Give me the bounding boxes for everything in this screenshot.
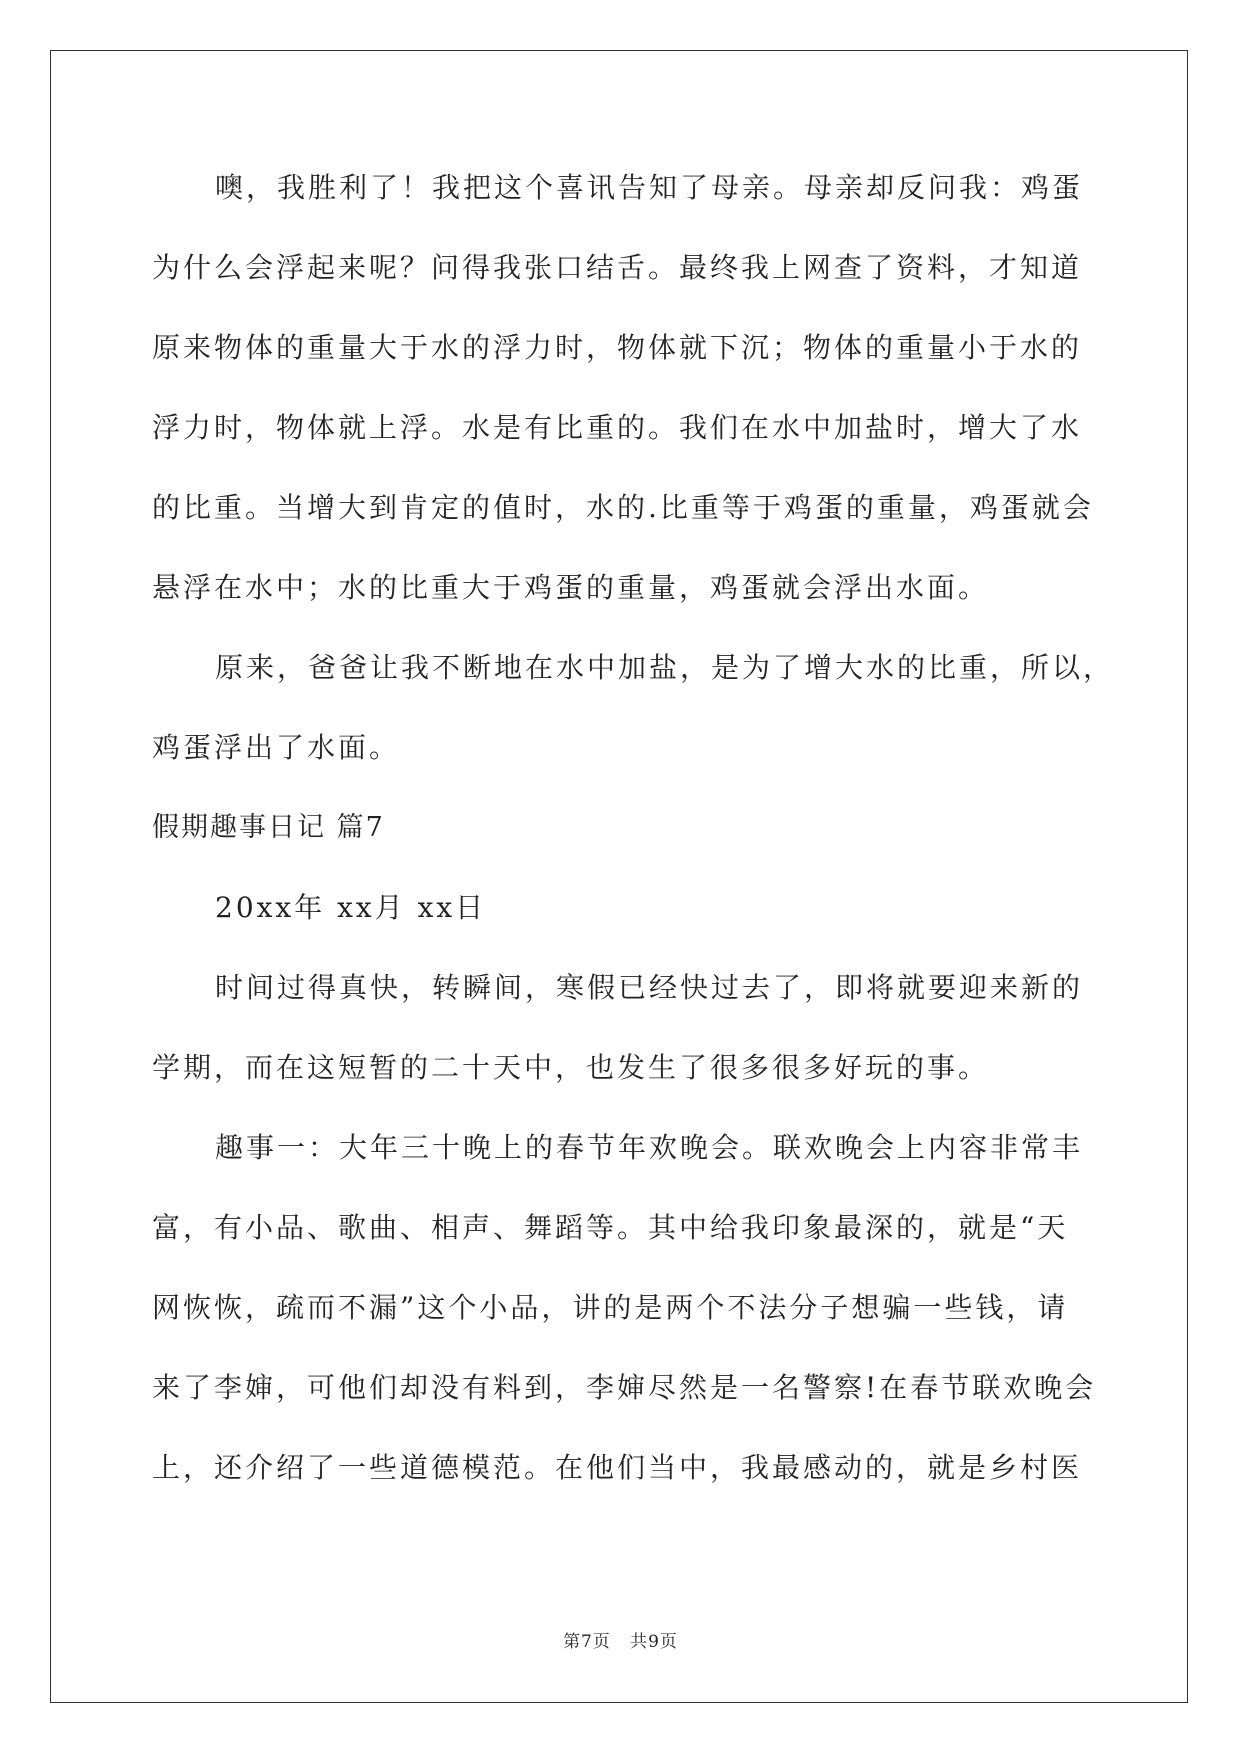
paragraph-line: 原来，爸爸让我不断地在水中加盐，是为了增大水的比重，所以， — [215, 651, 1115, 684]
paragraph-line: 学期，而在这短暂的二十天中，也发生了很多很多好玩的事。 — [152, 1051, 990, 1084]
page-number: 第7页 — [563, 1632, 611, 1652]
paragraph-line: 为什么会浮起来呢？问得我张口结舌。最终我上网查了资料，才知道 — [152, 251, 1083, 284]
document-body — [152, 163, 1115, 1523]
paragraph-line: 原来物体的重量大于水的浮力时，物体就下沉；物体的重量小于水的 — [152, 331, 1083, 364]
diary-date: 20xx年 xx月 xx日 — [215, 891, 487, 924]
paragraph-line: 上，还介绍了一些道德模范。在他们当中，我最感动的，就是乡村医 — [152, 1451, 1083, 1484]
page-footer — [0, 1627, 1241, 1652]
paragraph-line: 的比重。当增大到肯定的值时，水的.比重等于鸡蛋的重量，鸡蛋就会 — [152, 491, 1094, 524]
paragraph-line: 时间过得真快，转瞬间，寒假已经快过去了，即将就要迎来新的 — [215, 971, 1084, 1004]
paragraph-line: 来了李婶，可他们却没有料到，李婶尽然是一名警察!在春节联欢晚会 — [152, 1371, 1097, 1404]
paragraph-line: 噢，我胜利了！我把这个喜讯告知了母亲。母亲却反问我：鸡蛋 — [215, 171, 1084, 204]
paragraph-line: 网恢恢，疏而不漏”这个小品，讲的是两个不法分子想骗一些钱，请 — [152, 1291, 1069, 1324]
paragraph-line: 富，有小品、歌曲、相声、舞蹈等。其中给我印象最深的，就是“天 — [152, 1211, 1069, 1244]
section-heading: 假期趣事日记 篇7 — [152, 812, 385, 843]
paragraph-line: 鸡蛋浮出了水面。 — [152, 731, 401, 764]
paragraph-line: 趣事一：大年三十晚上的春节年欢晚会。联欢晚会上内容非常丰 — [215, 1131, 1084, 1164]
page-total: 共9页 — [630, 1632, 678, 1652]
paragraph-line: 悬浮在水中；水的比重大于鸡蛋的重量，鸡蛋就会浮出水面。 — [152, 571, 990, 604]
paragraph-line: 浮力时，物体就上浮。水是有比重的。我们在水中加盐时，增大了水 — [152, 411, 1083, 444]
